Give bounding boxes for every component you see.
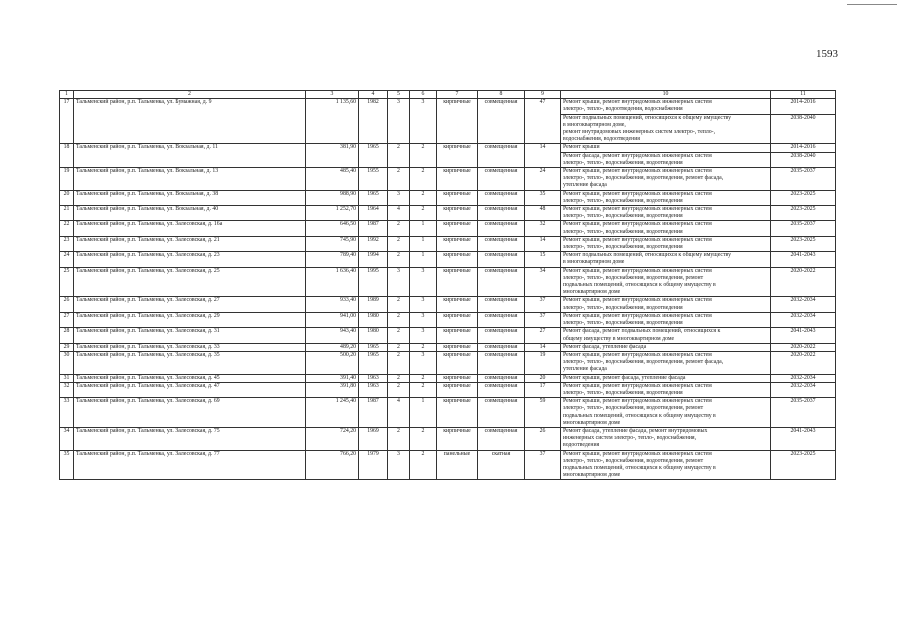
entrances-cell: 2 xyxy=(410,450,437,480)
wear-percent-cell: 14 xyxy=(525,144,561,168)
wall-material-cell: кирпичные xyxy=(437,267,478,297)
floors-cell: 2 xyxy=(388,427,410,450)
column-number: 5 xyxy=(388,91,410,99)
works-cell: Ремонт подвальных помещений, относящихся к общему имуществу в многоквартирном доме xyxy=(561,252,771,267)
roof-type-cell: совмещенная xyxy=(478,168,525,191)
wear-percent-cell: 35 xyxy=(525,190,561,205)
address-cell: Тальменский район, р.п. Тальменка, ул. Залесовская, д. 33 xyxy=(74,343,306,351)
period-cell: 2041-2043 xyxy=(771,328,836,343)
wear-percent-cell: 32 xyxy=(525,221,561,236)
period-cell: 2041-2043 xyxy=(771,427,836,450)
floors-cell: 3 xyxy=(388,99,410,144)
floors-cell: 2 xyxy=(388,312,410,327)
entrances-cell: 3 xyxy=(410,267,437,297)
entrances-cell: 3 xyxy=(410,328,437,343)
year-cell: 1992 xyxy=(359,236,388,251)
year-cell: 1987 xyxy=(359,398,388,428)
year-cell: 1965 xyxy=(359,351,388,374)
wear-percent-cell: 26 xyxy=(525,427,561,450)
address-cell: Тальменский район, р.п. Тальменка, ул. Залесовская, д. 75 xyxy=(74,427,306,450)
wall-material-cell: кирпичные xyxy=(437,144,478,168)
wall-material-cell: кирпичные xyxy=(437,312,478,327)
wear-percent-cell: 37 xyxy=(525,297,561,312)
period-cell: 2035-2037 xyxy=(771,398,836,428)
address-cell: Тальменский район, р.п. Тальменка, ул. Залесовская, д. 27 xyxy=(74,297,306,312)
works-cell: Ремонт крыши, ремонт внутридомовых инженерных систем электро-, тепло-, водоснабжения, водоотведения xyxy=(561,221,771,236)
period-cell: 2020-2022 xyxy=(771,343,836,351)
table-row xyxy=(60,168,836,191)
row-number: 24 xyxy=(60,252,74,267)
year-cell: 1965 xyxy=(359,190,388,205)
table-row xyxy=(60,190,836,205)
column-number: 2 xyxy=(74,91,306,99)
area-cell: 381,90 xyxy=(306,144,359,168)
area-cell: 933,40 xyxy=(306,297,359,312)
area-cell: 766,20 xyxy=(306,450,359,480)
table-row xyxy=(60,374,836,382)
wear-percent-cell: 37 xyxy=(525,450,561,480)
row-number: 33 xyxy=(60,398,74,428)
wall-material-cell: кирпичные xyxy=(437,328,478,343)
roof-type-cell: совмещенная xyxy=(478,398,525,428)
roof-type-cell: совмещенная xyxy=(478,267,525,297)
wall-material-cell: кирпичные xyxy=(437,351,478,374)
wall-material-cell: кирпичные xyxy=(437,99,478,144)
entrances-cell: 3 xyxy=(410,312,437,327)
entrances-cell: 3 xyxy=(410,351,437,374)
year-cell: 1963 xyxy=(359,374,388,382)
row-number: 20 xyxy=(60,190,74,205)
works-cell: Ремонт фасада, ремонт внутридомовых инженерных систем электро-, тепло-, водоснабжения, водоотведения xyxy=(561,152,771,167)
area-cell: 391,40 xyxy=(306,374,359,382)
roof-type-cell: совмещенная xyxy=(478,427,525,450)
wear-percent-cell: 19 xyxy=(525,351,561,374)
period-cell: 2032-2034 xyxy=(771,374,836,382)
area-cell: 1 245,40 xyxy=(306,398,359,428)
area-cell: 489,20 xyxy=(306,343,359,351)
roof-type-cell: совмещенная xyxy=(478,221,525,236)
floors-cell: 4 xyxy=(388,398,410,428)
entrances-cell: 1 xyxy=(410,252,437,267)
floors-cell: 2 xyxy=(388,236,410,251)
table-row xyxy=(60,351,836,374)
period-cell: 2038-2040 xyxy=(771,114,836,144)
wall-material-cell: кирпичные xyxy=(437,190,478,205)
area-cell: 745,90 xyxy=(306,236,359,251)
table-row xyxy=(60,267,836,297)
table-row xyxy=(60,312,836,327)
works-cell: Ремонт крыши, ремонт внутридомовых инженерных систем электро-, тепло-, водоснабжения, водоотведения, ремонт подвальных помещений, относящихся к общему имуществу в многоквартирном доме xyxy=(561,267,771,297)
wall-material-cell: кирпичные xyxy=(437,168,478,191)
row-number: 18 xyxy=(60,144,74,168)
row-number: 19 xyxy=(60,168,74,191)
area-cell: 941,00 xyxy=(306,312,359,327)
address-cell: Тальменский район, р.п. Тальменка, ул. Вокзальная, д. 40 xyxy=(74,206,306,221)
works-cell: Ремонт крыши, ремонт внутридомовых инженерных систем электро-, тепло-, водоотведения, водоснабжения xyxy=(561,99,771,114)
entrances-cell: 3 xyxy=(410,297,437,312)
wear-percent-cell: 15 xyxy=(525,252,561,267)
area-cell: 1 135,60 xyxy=(306,99,359,144)
works-cell: Ремонт крыши, ремонт фасада, утепление фасада xyxy=(561,374,771,382)
year-cell: 1980 xyxy=(359,312,388,327)
area-cell: 1 636,40 xyxy=(306,267,359,297)
wall-material-cell: кирпичные xyxy=(437,206,478,221)
entrances-cell: 2 xyxy=(410,427,437,450)
wear-percent-cell: 14 xyxy=(525,236,561,251)
area-cell: 789,40 xyxy=(306,252,359,267)
period-cell: 2038-2040 xyxy=(771,152,836,167)
table-row xyxy=(60,221,836,236)
capital-repair-table xyxy=(59,90,836,480)
roof-type-cell: скатная xyxy=(478,450,525,480)
column-number-row xyxy=(60,91,836,99)
year-cell: 1964 xyxy=(359,206,388,221)
year-cell: 1969 xyxy=(359,427,388,450)
table-row xyxy=(60,99,836,114)
roof-type-cell: совмещенная xyxy=(478,312,525,327)
row-number: 27 xyxy=(60,312,74,327)
works-cell: Ремонт крыши, ремонт внутридомовых инженерных систем электро-, тепло-, водоснабжения, водоотведения, ремонт фасада, утепление фасада xyxy=(561,351,771,374)
period-cell: 2041-2043 xyxy=(771,252,836,267)
address-cell: Тальменский район, р.п. Тальменка, ул. Залесовская, д. 45 xyxy=(74,374,306,382)
entrances-cell: 2 xyxy=(410,190,437,205)
period-cell: 2023-2025 xyxy=(771,190,836,205)
floors-cell: 2 xyxy=(388,168,410,191)
row-number: 29 xyxy=(60,343,74,351)
area-cell: 1 252,70 xyxy=(306,206,359,221)
wear-percent-cell: 17 xyxy=(525,382,561,397)
address-cell: Тальменский район, р.п. Тальменка, ул. Залесовская, д. 29 xyxy=(74,312,306,327)
works-cell: Ремонт фасада, ремонт подвальных помещений, относящихся к общему имуществу в многоквартирном доме xyxy=(561,328,771,343)
roof-type-cell: совмещенная xyxy=(478,351,525,374)
roof-type-cell: совмещенная xyxy=(478,190,525,205)
entrances-cell: 1 xyxy=(410,221,437,236)
page-number: 1593 xyxy=(816,48,838,60)
area-cell: 391,80 xyxy=(306,382,359,397)
column-number: 10 xyxy=(561,91,771,99)
row-number: 32 xyxy=(60,382,74,397)
top-rule xyxy=(847,4,897,5)
table-row xyxy=(60,427,836,450)
year-cell: 1979 xyxy=(359,450,388,480)
address-cell: Тальменский район, р.п. Тальменка, ул. Залесовская, д. 69 xyxy=(74,398,306,428)
works-cell: Ремонт крыши, ремонт внутридомовых инженерных систем электро-, тепло-, водоснабжения, водоотведения xyxy=(561,190,771,205)
entrances-cell: 1 xyxy=(410,398,437,428)
wall-material-cell: кирпичные xyxy=(437,427,478,450)
entrances-cell: 2 xyxy=(410,206,437,221)
row-number: 31 xyxy=(60,374,74,382)
address-cell: Тальменский район, р.п. Тальменка, ул. Залесовская, д. 77 xyxy=(74,450,306,480)
roof-type-cell: совмещенная xyxy=(478,99,525,144)
area-cell: 646,50 xyxy=(306,221,359,236)
wall-material-cell: кирпичные xyxy=(437,343,478,351)
address-cell: Тальменский район, р.п. Тальменка, ул. Залесовская, д. 31 xyxy=(74,328,306,343)
works-cell: Ремонт крыши, ремонт внутридомовых инженерных систем электро-, тепло-, водоснабжения, водоотведения xyxy=(561,382,771,397)
column-number: 8 xyxy=(478,91,525,99)
wear-percent-cell: 47 xyxy=(525,99,561,144)
works-cell: Ремонт крыши xyxy=(561,144,771,152)
area-cell: 500,20 xyxy=(306,351,359,374)
address-cell: Тальменский район, р.п. Тальменка, ул. Вокзальная, д. 38 xyxy=(74,190,306,205)
year-cell: 1965 xyxy=(359,144,388,168)
table-body xyxy=(60,99,836,480)
area-cell: 943,40 xyxy=(306,328,359,343)
row-number: 22 xyxy=(60,221,74,236)
address-cell: Тальменский район, р.п. Тальменка, ул. Залесовская, д. 35 xyxy=(74,351,306,374)
year-cell: 1963 xyxy=(359,382,388,397)
table-row xyxy=(60,450,836,480)
works-cell: Ремонт крыши, ремонт внутридомовых инженерных систем электро-, тепло-, водоснабжения, водоотведения xyxy=(561,297,771,312)
year-cell: 1994 xyxy=(359,252,388,267)
address-cell: Тальменский район, р.п. Тальменка, ул. Вокзальная, д. 11 xyxy=(74,144,306,168)
period-cell: 2032-2034 xyxy=(771,312,836,327)
year-cell: 1955 xyxy=(359,168,388,191)
row-number: 35 xyxy=(60,450,74,480)
wall-material-cell: кирпичные xyxy=(437,374,478,382)
wear-percent-cell: 37 xyxy=(525,312,561,327)
wall-material-cell: кирпичные xyxy=(437,221,478,236)
works-cell: Ремонт подвальных помещений, относящихся к общему имуществу в многоквартирном доме, ремонт внутридомовых инженерных систем электро-, тепло-, водоснабжения, водоотведения xyxy=(561,114,771,144)
works-cell: Ремонт крыши, ремонт внутридомовых инженерных систем электро-, тепло-, водоснабжения, водоотведения xyxy=(561,236,771,251)
area-cell: 485,40 xyxy=(306,168,359,191)
table-row xyxy=(60,206,836,221)
roof-type-cell: совмещенная xyxy=(478,252,525,267)
works-cell: Ремонт крыши, ремонт внутридомовых инженерных систем электро-, тепло-, водоснабжения, водоотведения xyxy=(561,206,771,221)
wall-material-cell: кирпичные xyxy=(437,236,478,251)
row-number: 23 xyxy=(60,236,74,251)
entrances-cell: 2 xyxy=(410,343,437,351)
year-cell: 1965 xyxy=(359,343,388,351)
floors-cell: 3 xyxy=(388,450,410,480)
address-cell: Тальменский район, р.п. Тальменка, ул. Залесовская, д. 16а xyxy=(74,221,306,236)
entrances-cell: 2 xyxy=(410,374,437,382)
roof-type-cell: совмещенная xyxy=(478,343,525,351)
wear-percent-cell: 34 xyxy=(525,267,561,297)
table-row xyxy=(60,398,836,428)
period-cell: 2023-2025 xyxy=(771,450,836,480)
entrances-cell: 2 xyxy=(410,382,437,397)
row-number: 30 xyxy=(60,351,74,374)
address-cell: Тальменский район, р.п. Тальменка, ул. Вокзальная, д. 13 xyxy=(74,168,306,191)
works-cell: Ремонт крыши, ремонт внутридомовых инженерных систем электро-, тепло-, водоснабжения, водоотведения, ремонт подвальных помещений, относящихся к общему имуществу в многоквартирном доме xyxy=(561,450,771,480)
table-row xyxy=(60,328,836,343)
wear-percent-cell: 27 xyxy=(525,328,561,343)
wall-material-cell: кирпичные xyxy=(437,297,478,312)
period-cell: 2023-2025 xyxy=(771,206,836,221)
wear-percent-cell: 14 xyxy=(525,343,561,351)
period-cell: 2032-2034 xyxy=(771,297,836,312)
row-number: 34 xyxy=(60,427,74,450)
area-cell: 988,90 xyxy=(306,190,359,205)
address-cell: Тальменский район, р.п. Тальменка, ул. Залесовская, д. 25 xyxy=(74,267,306,297)
wear-percent-cell: 20 xyxy=(525,374,561,382)
column-number: 4 xyxy=(359,91,388,99)
column-number: 9 xyxy=(525,91,561,99)
period-cell: 2020-2022 xyxy=(771,267,836,297)
floors-cell: 2 xyxy=(388,374,410,382)
roof-type-cell: совмещенная xyxy=(478,328,525,343)
entrances-cell: 3 xyxy=(410,99,437,144)
row-number: 17 xyxy=(60,99,74,144)
address-cell: Тальменский район, р.п. Тальменка, ул. Залесовская, д. 47 xyxy=(74,382,306,397)
wall-material-cell: кирпичные xyxy=(437,252,478,267)
row-number: 26 xyxy=(60,297,74,312)
row-number: 21 xyxy=(60,206,74,221)
period-cell: 2020-2022 xyxy=(771,351,836,374)
floors-cell: 3 xyxy=(388,190,410,205)
wall-material-cell: кирпичные xyxy=(437,382,478,397)
year-cell: 1980 xyxy=(359,328,388,343)
period-cell: 2032-2034 xyxy=(771,382,836,397)
floors-cell: 2 xyxy=(388,328,410,343)
year-cell: 1989 xyxy=(359,297,388,312)
entrances-cell: 2 xyxy=(410,168,437,191)
period-cell: 2035-2037 xyxy=(771,168,836,191)
roof-type-cell: совмещенная xyxy=(478,206,525,221)
floors-cell: 2 xyxy=(388,351,410,374)
floors-cell: 2 xyxy=(388,252,410,267)
roof-type-cell: совмещенная xyxy=(478,382,525,397)
row-number: 25 xyxy=(60,267,74,297)
column-number: 1 xyxy=(60,91,74,99)
column-number: 7 xyxy=(437,91,478,99)
roof-type-cell: совмещенная xyxy=(478,297,525,312)
year-cell: 1987 xyxy=(359,221,388,236)
year-cell: 1982 xyxy=(359,99,388,144)
wear-percent-cell: 24 xyxy=(525,168,561,191)
floors-cell: 2 xyxy=(388,343,410,351)
period-cell: 2014-2016 xyxy=(771,144,836,152)
wall-material-cell: панельные xyxy=(437,450,478,480)
roof-type-cell: совмещенная xyxy=(478,144,525,168)
works-cell: Ремонт фасада, утепление фасада xyxy=(561,343,771,351)
address-cell: Тальменский район, р.п. Тальменка, ул. Залесовская, д. 23 xyxy=(74,252,306,267)
table-row xyxy=(60,297,836,312)
row-number: 28 xyxy=(60,328,74,343)
floors-cell: 2 xyxy=(388,382,410,397)
works-cell: Ремонт крыши, ремонт внутридомовых инженерных систем электро-, тепло-, водоснабжения, водоотведения, ремонт фасада, утепление фасада xyxy=(561,168,771,191)
floors-cell: 4 xyxy=(388,206,410,221)
entrances-cell: 1 xyxy=(410,236,437,251)
roof-type-cell: совмещенная xyxy=(478,236,525,251)
column-number: 11 xyxy=(771,91,836,99)
table-row xyxy=(60,382,836,397)
table-row xyxy=(60,252,836,267)
wear-percent-cell: 59 xyxy=(525,398,561,428)
floors-cell: 2 xyxy=(388,297,410,312)
entrances-cell: 2 xyxy=(410,144,437,168)
column-number: 3 xyxy=(306,91,359,99)
wall-material-cell: кирпичные xyxy=(437,398,478,428)
works-cell: Ремонт фасада, утепление фасада, ремонт внутридомовых инженерных систем электро-, тепло-, водоснабжения, водоотведения xyxy=(561,427,771,450)
floors-cell: 2 xyxy=(388,221,410,236)
floors-cell: 3 xyxy=(388,267,410,297)
column-number: 6 xyxy=(410,91,437,99)
address-cell: Тальменский район, р.п. Тальменка, ул. Залесовская, д. 21 xyxy=(74,236,306,251)
table-row xyxy=(60,343,836,351)
table-row xyxy=(60,144,836,152)
roof-type-cell: совмещенная xyxy=(478,374,525,382)
works-cell: Ремонт крыши, ремонт внутридомовых инженерных систем электро-, тепло-, водоснабжения, водоотведения xyxy=(561,312,771,327)
wear-percent-cell: 48 xyxy=(525,206,561,221)
year-cell: 1995 xyxy=(359,267,388,297)
area-cell: 724,20 xyxy=(306,427,359,450)
address-cell: Тальменский район, р.п. Тальменка, ул. Бумажная, д. 9 xyxy=(74,99,306,144)
period-cell: 2023-2025 xyxy=(771,236,836,251)
period-cell: 2014-2016 xyxy=(771,99,836,114)
table-row xyxy=(60,236,836,251)
floors-cell: 2 xyxy=(388,144,410,168)
works-cell: Ремонт крыши, ремонт внутридомовых инженерных систем электро-, тепло-, водоснабжения, водоотведения, ремонт подвальных помещений, относящихся к общему имуществу в многоквартирном доме xyxy=(561,398,771,428)
period-cell: 2035-2037 xyxy=(771,221,836,236)
